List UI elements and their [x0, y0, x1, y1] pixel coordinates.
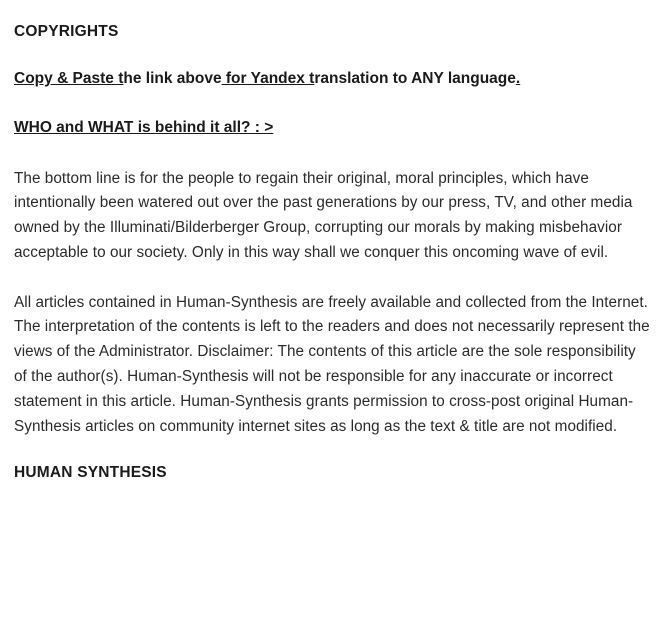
copy-paste-label: Copy & Paste t: [14, 70, 124, 88]
notice-segment-2: he link above: [123, 70, 222, 88]
who-and-what-link[interactable]: WHO and WHAT is behind it all? : >: [14, 118, 274, 136]
copy-paste-notice: [14, 68, 650, 90]
yandex-label: for Yandex t: [221, 70, 315, 88]
footer-heading: HUMAN SYNTHESIS: [14, 464, 167, 482]
paragraph-bottom-line: The bottom line is for the people to regain their original, moral principles, which have intentionally been watered out over the past generations by our press, TV, and other media owned by the Illuminati/Bilderberger Group, corrupting our morals by making misbehavior acceptable to our society. Only in this way shall we conquer this oncoming wave of evil.: [14, 169, 633, 261]
notice-segment-5: .: [515, 70, 521, 88]
notice-segment-4: ranslation to ANY language: [314, 70, 516, 88]
page-title: COPYRIGHTS: [14, 23, 119, 40]
paragraph-disclaimer: All articles contained in Human-Synthesis are freely available and collected from the Internet. The interpretation of the contents is left to the readers and does not necessarily represent the views of the Administrator. Disclaimer: The contents of this article are the sole responsibility of the author(s). Human-Synthesis will not be responsible for any inaccurate or incorrect statement in this article. Human-Synthesis grants permission to cross-post original Human-Synthesis articles on community internet sites as long as the text & title are not modified.: [14, 293, 650, 435]
